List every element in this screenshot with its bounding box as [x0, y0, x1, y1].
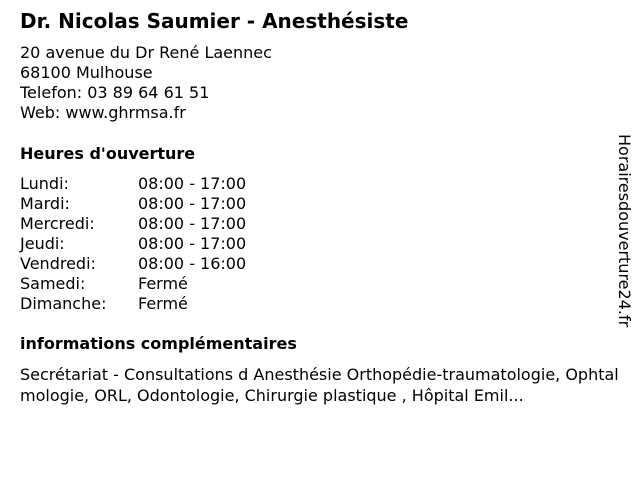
day-label: Mercredi:: [20, 214, 95, 233]
day-hours: 08:00 - 17:00: [138, 174, 247, 193]
hours-row-tuesday: [20, 194, 320, 214]
day-hours: Fermé: [138, 274, 188, 293]
hours-row-thursday: [20, 234, 320, 254]
day-hours: 08:00 - 17:00: [138, 194, 247, 213]
opening-hours-list: [20, 174, 320, 314]
address-city: 68100 Mulhouse: [20, 63, 153, 82]
day-label: Samedi:: [20, 274, 86, 293]
address-block: [20, 43, 272, 123]
day-label: Dimanche:: [20, 294, 107, 313]
hours-row-wednesday: [20, 214, 320, 234]
hours-row-friday: [20, 254, 320, 274]
hours-row-saturday: [20, 274, 320, 294]
day-label: Jeudi:: [20, 234, 65, 253]
info-text: Secrétariat - Consultations d Anesthésie Orthopédie-traumatologie, Ophtalmologie, ORL, Odontologie, Chirurgie plastique , Hôpital Emil...: [20, 365, 619, 405]
page-title: Dr. Nicolas Saumier - Anesthésiste: [20, 9, 409, 33]
day-hours: 08:00 - 16:00: [138, 254, 247, 273]
info-heading: informations complémentaires: [20, 334, 297, 353]
day-label: Lundi:: [20, 174, 69, 193]
hours-heading: Heures d'ouverture: [20, 144, 196, 163]
day-label: Mardi:: [20, 194, 70, 213]
address-phone: Telefon: 03 89 64 61 51: [20, 83, 210, 102]
address-street: 20 avenue du Dr René Laennec: [20, 43, 272, 62]
day-hours: Fermé: [138, 294, 188, 313]
day-label: Vendredi:: [20, 254, 96, 273]
watermark-text: Horairesdouverture24.fr: [615, 134, 634, 328]
day-hours: 08:00 - 17:00: [138, 234, 247, 253]
hours-row-monday: [20, 174, 320, 194]
address-web: Web: www.ghrmsa.fr: [20, 103, 186, 122]
day-hours: 08:00 - 17:00: [138, 214, 247, 233]
hours-row-sunday: [20, 294, 320, 314]
